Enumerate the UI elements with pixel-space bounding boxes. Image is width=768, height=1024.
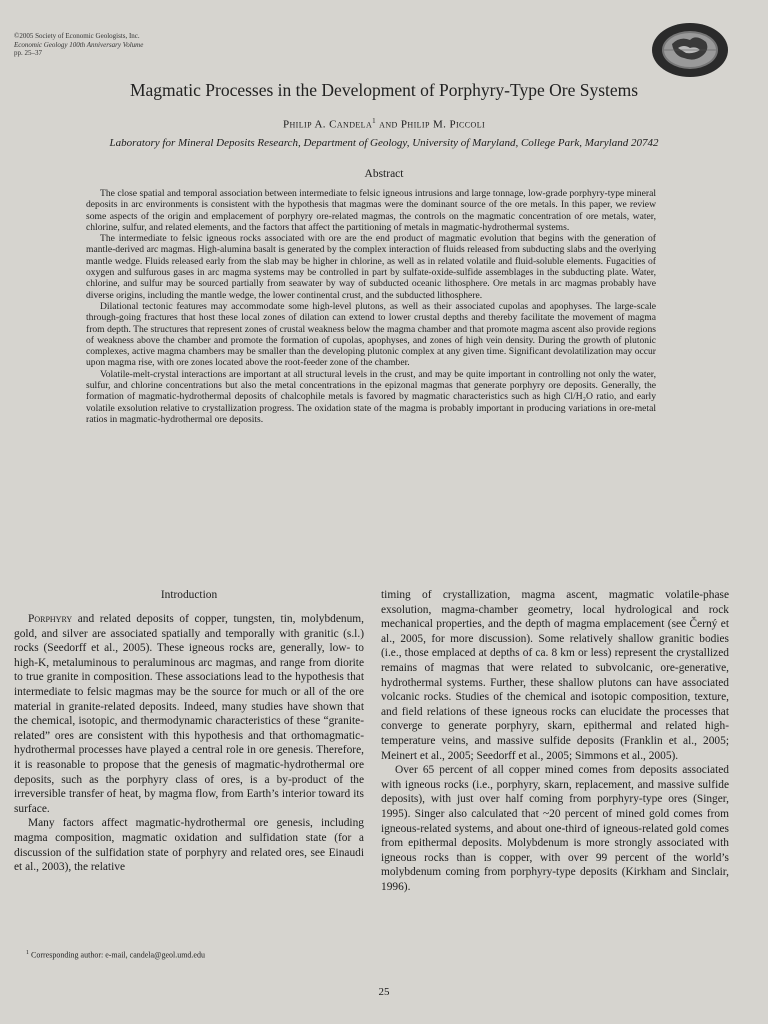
author-candela: Philip A. Candela (282, 118, 373, 131)
abstract-paragraph: Volatile-melt-crystal interactions are important at all structural levels in the crust, and may be quite important in controlling not only the water, sulfur, and chlorine concentrations but also the metal concentrations in the epizonal magmas that generate porphyry ore deposits. Generally, the formation of magmatic-hydrothermal deposits of chalcophile metals is favored by magmatic characteristics such as high Cl/H₂O ratio, and early volatile exsolution relative to crystallization progress. The oxidation state of the magma is probably important in producing variations in ore-metal ratios in magmatic-hydrothermal ore deposits. (86, 368, 656, 425)
intro-lead-word: Porphyry (28, 613, 73, 625)
footnote-text: Corresponding author: e-mail, candela@geol.umd.edu (29, 950, 205, 960)
section-heading-introduction: Introduction (160, 589, 218, 601)
intro-paragraph-text: and related deposits of copper, tungsten, tin, molybdenum, gold, and silver are associated spatially and temporally with granitic (s.l.) rocks (Seedorff et al., 2005). These igneous rocks are, generally, low- to high-K, metaluminous to peraluminous arc magmas, and range from diorite to true granite in composition. These associations lead to the hypothesis that intermediate to felsic magmas may be the source for much or all of the ore material in granite-related deposits. Indeed, many studies have shown that the chemical, isotopic, and thermodynamic characteristics of these “granite-related” ores are consistent with this hypothesis and that orthomagmatic-hydrothermal processes have played a central role in ore genesis. Therefore, it is reasonable to propose that the genesis of magmatic-hydrothermal ore deposits, such as the porphyry class of ores, is a by-product of the irreversible transfer of heat, by magma flow, from Earth’s interior toward its surface. (14, 613, 364, 815)
right-column (381, 588, 729, 894)
intro-paragraph (14, 612, 364, 816)
abstract-paragraph: The close spatial and temporal association between intermediate to felsic igneous intrusions and large tonnage, low-grade porphyry-type mineral deposits in arc environments is consistent with the hypothesis that magmas were the dominant source of the ore metals. In this paper, we review some aspects of the origin and emplacement of porphyry ore-related magmas, the controls on the magmatic concentration of ore metals, water, chlorine, sulfur, and related elements, and the factors that affect the partitioning of metals in magmatic-hydrothermal systems. (86, 188, 656, 233)
journal-metadata (14, 32, 143, 58)
left-column (14, 588, 364, 875)
abstract-paragraph: The intermediate to felsic igneous rocks associated with ore are the end product of magmatic evolution that begins with the generation of mantle-derived arc magmas. High-alumina basalt is generated by the complex interaction of fluids released from subducting slabs and the overlying mantle wedge. Fluids released early from the slab may be higher in chlorine, as well as in related volatile and fluid-soluble elements. Fugacities of oxygen and sulfurous gases in arc magma systems may be controlled in part by sulfate-oxide-sulfide assemblages in the subducting plate. Water, chlorine, and sulfur may be sourced partially from seawater by way of subducted oceanic lithosphere. Ore metals in arc magmas probably have diverse origins, including the mantle wedge, the lower continental crust, and the subducted lithosphere. (86, 233, 656, 301)
abstract-body (86, 188, 656, 425)
society-seal-logo (650, 22, 730, 78)
intro-paragraph: Many factors affect magmatic-hydrothermal ore genesis, including magma composition, magmatic oxidation and sulfidation state (for a discussion of the sulfidation state of porphyry and related ores, see Einaudi et al., 2003), the relative (14, 817, 364, 874)
author-footnote-mark: 1 (372, 117, 377, 125)
abstract-heading: Abstract (364, 168, 404, 180)
affiliation: Laboratory for Mineral Deposits Research, Department of Geology, University of Maryland, College Park, Maryland 20742 (109, 137, 659, 149)
abstract-paragraph: Dilational tectonic features may accommodate some high-level plutons, as well as their associated cupolas and apophyses. The large-scale through-going fractures that host these local zones of dilation can extend to lower crustal depths and thereby facilitate the movement of magma from depth. The structures that represent zones of crustal weakness below the magma chamber and that promote magma ascent also provide regions of weakness above the chamber and promote the formation of cupolas, apophyses, and zones of high vein density. During the growth of plutonic complexes, active magma chambers may be smaller than the developing plutonic complex at any given time. Significant devolatilization may occur upon magma rise, with ore zones located above the root-feeder zone of the chamber. (86, 300, 656, 369)
author-conjunction: and (376, 118, 401, 131)
intro-paragraph-continued: timing of crystallization, magma ascent, magmatic volatile-phase exsolution, magma-chamber geometry, local hydrological and rock mechanical properties, and the depth of magma emplacement (see Černý et al., 2005, for more discussion). Some relatively shallow granitic bodies (i.e., those emplaced at depths of ca. 8 km or less) represent the crystallized remains of magmas that were related to subvolcanic, ore-generative, hydrothermal systems. Further, these shallow plutons can have associated volcanic rocks. Studies of the chemical and isotopic composition, texture, and field relations of these igneous rocks can elucidate the processes that converge to generate porphyry, skarn, epithermal and related high-temperature veins, and massive sulfide deposits (Franklin et al., 2005; Meinert et al., 2005; Seedorff et al., 2005; Simmons et al., 2005). (381, 589, 729, 762)
page-range-line: pp. 25–37 (14, 49, 42, 57)
journal-volume-line: Economic Geology 100th Anniversary Volume (14, 40, 144, 49)
footnote-mark: 1 (26, 950, 29, 956)
paper-title: Magmatic Processes in the Development of Porphyry-Type Ore Systems (129, 80, 639, 100)
footnote (26, 950, 205, 960)
page-number: 25 (378, 986, 390, 998)
author-piccoli: Philip M. Piccoli (400, 118, 486, 131)
author-line (0, 117, 768, 131)
copyright-line: ©2005 Society of Economic Geologists, Inc. (14, 32, 140, 40)
intro-paragraph: Over 65 percent of all copper mined comes from deposits associated with igneous rocks (i.e., porphyry, skarn, replacement, and massive sulfide deposits), with just over half coming from porphyry-type ores (Singer, 1995). Singer also calculated that ~20 percent of mined gold comes from igneous-related systems, and about one-third of igneous-related gold comes from epithermal deposits. Molybdenum is more strongly associated with igneous rocks than is copper, with over 99 percent of the world’s molybdenum coming from porphyry-type deposits (Kirkham and Sinclair, 1996). (381, 764, 729, 893)
